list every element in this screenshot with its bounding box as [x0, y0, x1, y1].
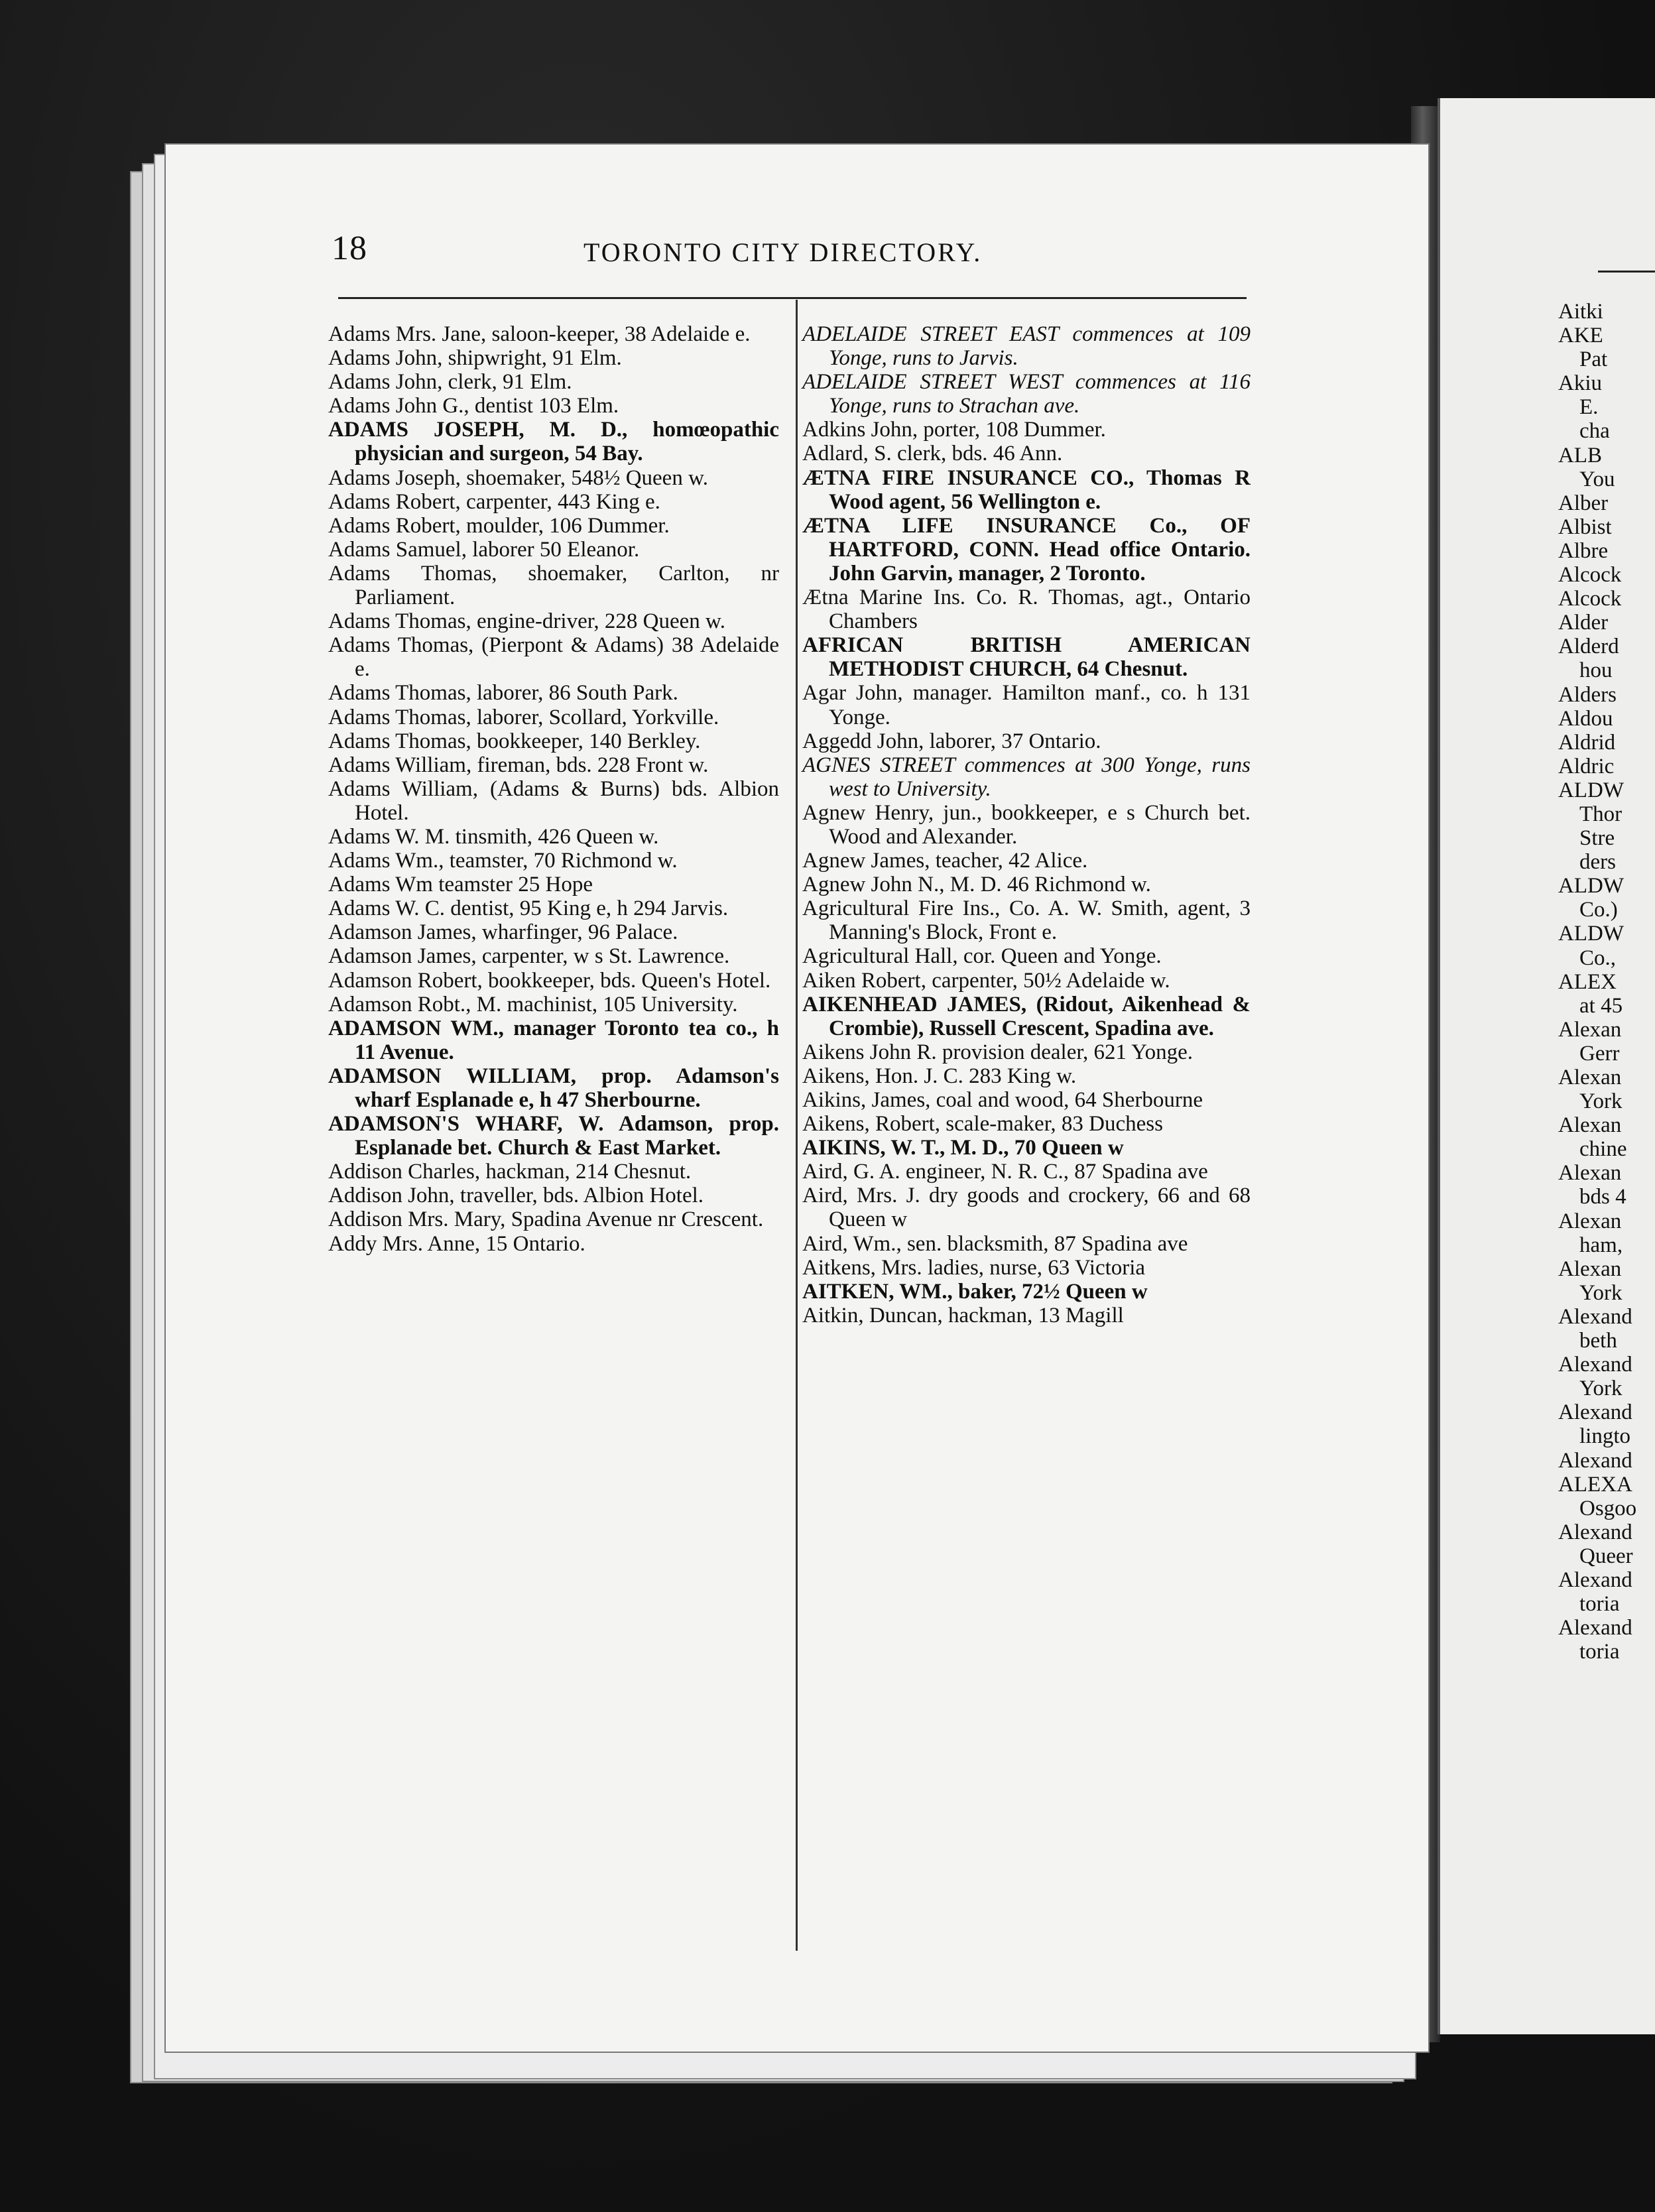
- directory-entry: Adamson James, wharfinger, 96 Palace.: [328, 920, 678, 945]
- directory-entry: Adams John, shipwright, 91 Elm.: [328, 346, 622, 371]
- directory-entry: Aikens, Hon. J. C. 283 King w.: [802, 1064, 1077, 1088]
- facing-page-fragment: York: [1579, 1280, 1623, 1305]
- facing-page-fragment: Alderd: [1558, 635, 1619, 659]
- directory-entry: Adams Thomas, (Pierpont & Adams) 38 Adelaide e.: [328, 633, 779, 682]
- facing-page-fragment: Thor: [1579, 802, 1623, 826]
- directory-entry: ÆTNA LIFE INSURANCE Co., OF HARTFORD, CONN. Head office Ontario. John Garvin, manager, 2 Toronto.: [802, 513, 1251, 585]
- directory-entry: Aitkens, Mrs. ladies, nurse, 63 Victoria: [802, 1255, 1146, 1280]
- facing-page-fragment: ALDW: [1558, 778, 1624, 802]
- directory-entry: ADAMSON WM., manager Toronto tea co., h 11 Avenue.: [328, 1016, 779, 1064]
- directory-entry: Agnew Henry, jun., bookkeeper, e s Church bet. Wood and Alexander.: [802, 800, 1251, 849]
- directory-entry: Adams Robert, moulder, 106 Dummer.: [328, 513, 670, 538]
- directory-entry: AIKINS, W. T., M. D., 70 Queen w: [802, 1136, 1124, 1160]
- facing-page-fragment: Aldrid: [1558, 730, 1616, 755]
- directory-entry: ADAMSON WILLIAM, prop. Adamson's wharf Esplanade e, h 47 Sherbourne.: [328, 1064, 779, 1112]
- facing-page-fragment: Co.): [1579, 898, 1618, 922]
- facing-page-fragment: Stre: [1579, 826, 1615, 851]
- directory-entry: Adams John, clerk, 91 Elm.: [328, 370, 572, 395]
- facing-page-fragment: Osgoo: [1579, 1496, 1637, 1520]
- directory-entry: Adams Thomas, engine-driver, 228 Queen w.: [328, 609, 725, 634]
- facing-page-fragment: Alber: [1558, 491, 1609, 515]
- directory-entry: ADELAIDE STREET EAST commences at 109 Yonge, runs to Jarvis.: [802, 322, 1251, 371]
- directory-entry: Agricultural Fire Ins., Co. A. W. Smith, agent, 3 Manning's Block, Front e.: [802, 896, 1251, 945]
- facing-page-fragment: E.: [1579, 395, 1599, 420]
- facing-page-fragment: Co.,: [1579, 946, 1617, 970]
- directory-entry: Adkins John, porter, 108 Dummer.: [802, 418, 1106, 442]
- facing-page-fragment: Alcock: [1558, 563, 1622, 587]
- directory-entry: Aird, Mrs. J. dry goods and crockery, 66 and 68 Queen w: [802, 1184, 1251, 1232]
- facing-page-fragment: AKE: [1558, 324, 1603, 348]
- directory-entry: Adams Robert, carpenter, 443 King e.: [328, 489, 660, 514]
- facing-page-fragment: Alexand: [1558, 1616, 1632, 1640]
- directory-entry: AITKEN, WM., baker, 72½ Queen w: [802, 1279, 1148, 1304]
- facing-page-fragment: Pat: [1579, 347, 1608, 372]
- directory-entry: Adamson Robt., M. machinist, 105 University.: [328, 992, 738, 1016]
- directory-entry: Adamson Robert, bookkeeper, bds. Queen's Hotel.: [328, 968, 771, 993]
- facing-page-fragment: ALEX: [1558, 969, 1617, 994]
- facing-page-fragment: Alexand: [1558, 1400, 1632, 1425]
- directory-entry: Addison John, traveller, bds. Albion Hotel.: [328, 1184, 704, 1208]
- facing-page-fragment: ALB: [1558, 443, 1602, 467]
- column-divider: [796, 300, 798, 1951]
- facing-page-fragment: You: [1579, 467, 1615, 491]
- facing-page-fragment: Alexand: [1558, 1520, 1632, 1544]
- facing-page-fragment: Alders: [1558, 682, 1617, 707]
- facing-page-fragment: Alexand: [1558, 1448, 1632, 1473]
- page-header: [332, 229, 1247, 269]
- facing-page-fragment: Alexan: [1558, 1113, 1622, 1138]
- facing-page-fragment: York: [1579, 1377, 1623, 1401]
- directory-entry: Aitkin, Duncan, hackman, 13 Magill: [802, 1303, 1124, 1327]
- directory-entry: Adamson James, carpenter, w s St. Lawrence.: [328, 944, 730, 969]
- directory-entry: ÆTNA FIRE INSURANCE CO., Thomas R Wood agent, 56 Wellington e.: [802, 465, 1251, 514]
- directory-entry: Adams Mrs. Jane, saloon-keeper, 38 Adelaide e.: [328, 322, 751, 346]
- facing-page-fragment: ders: [1579, 850, 1616, 875]
- facing-page-fragment: Alexan: [1558, 1257, 1622, 1281]
- directory-entry: Adams William, (Adams & Burns) bds. Albion Hotel.: [328, 776, 779, 825]
- facing-page-fragment: bds 4: [1579, 1185, 1626, 1209]
- facing-page-fragment: Alexand: [1558, 1353, 1632, 1377]
- facing-page-fragment: Queer: [1579, 1544, 1633, 1568]
- directory-entry: AIKENHEAD JAMES, (Ridout, Aikenhead & Crombie), Russell Crescent, Spadina ave.: [802, 992, 1251, 1040]
- facing-page-fragment: toria: [1579, 1640, 1620, 1664]
- facing-page-fragment: ALDW: [1558, 922, 1624, 946]
- facing-page-fragment: Alexand: [1558, 1567, 1632, 1592]
- facing-page-fragment: beth: [1579, 1329, 1617, 1353]
- directory-entry: Aird, G. A. engineer, N. R. C., 87 Spadina ave: [802, 1160, 1208, 1184]
- directory-entry: Adams Samuel, laborer 50 Eleanor.: [328, 537, 640, 562]
- facing-page-fragment: at 45: [1579, 993, 1623, 1018]
- facing-page-fragment: Alexan: [1558, 1161, 1622, 1186]
- directory-entry: Aiken Robert, carpenter, 50½ Adelaide w.: [802, 968, 1170, 993]
- facing-page-fragment: cha: [1579, 419, 1610, 444]
- directory-entry: Addison Charles, hackman, 214 Chesnut.: [328, 1160, 692, 1184]
- facing-page-fragment: Aldric: [1558, 754, 1615, 778]
- facing-page-fragment: Alexan: [1558, 1066, 1622, 1089]
- middle-column: [802, 322, 1251, 1327]
- facing-page-fragment: Aitki: [1558, 300, 1603, 324]
- directory-entry: Adams Wm., teamster, 70 Richmond w.: [328, 849, 678, 873]
- facing-page-fragment: Gerr: [1579, 1041, 1620, 1066]
- directory-entry: Adams Thomas, laborer, Scollard, Yorkville.: [328, 705, 719, 729]
- facing-page-fragment: Alcock: [1558, 587, 1622, 611]
- left-column: [328, 322, 779, 1256]
- directory-entry: Adams Thomas, laborer, 86 South Park.: [328, 681, 678, 706]
- facing-page-fragment: lingto: [1579, 1424, 1631, 1449]
- directory-entry: Aikens, Robert, scale-maker, 83 Duchess: [802, 1112, 1163, 1137]
- facing-page-fragment: Aldou: [1558, 706, 1613, 731]
- directory-entry: Ætna Marine Ins. Co. R. Thomas, agt., Ontario Chambers: [802, 585, 1251, 634]
- facing-page-fragment: ham,: [1579, 1233, 1623, 1257]
- directory-entry: Aggedd John, laborer, 37 Ontario.: [802, 729, 1101, 753]
- facing-page-fragment: chine: [1579, 1137, 1627, 1162]
- header-rule: [338, 297, 1247, 299]
- facing-page-fragment: ALEXA: [1558, 1472, 1632, 1497]
- page-title: TORONTO CITY DIRECTORY.: [583, 237, 983, 267]
- facing-page-fragment: hou: [1579, 658, 1613, 683]
- directory-entry: Addison Mrs. Mary, Spadina Avenue nr Crescent.: [328, 1207, 764, 1232]
- directory-entry: Addy Mrs. Anne, 15 Ontario.: [328, 1231, 585, 1256]
- directory-entry: Adams Wm teamster 25 Hope: [328, 873, 593, 897]
- facing-page-fragment: Alexand: [1558, 1304, 1632, 1329]
- directory-entry: ADAMS JOSEPH, M. D., homœopathic physician and surgeon, 54 Bay.: [328, 418, 779, 466]
- facing-page-fragment: Albre: [1558, 538, 1609, 563]
- directory-entry: AFRICAN BRITISH AMERICAN METHODIST CHURCH, 64 Chesnut.: [802, 633, 1251, 682]
- facing-page-column: [1558, 300, 1655, 1664]
- facing-page-fragment: ALDW: [1558, 874, 1624, 898]
- directory-entry: Adlard, S. clerk, bds. 46 Ann.: [802, 442, 1063, 466]
- directory-entry: Agricultural Hall, cor. Queen and Yonge.: [802, 944, 1162, 969]
- directory-entry: Adams W. C. dentist, 95 King e, h 294 Jarvis.: [328, 896, 729, 921]
- directory-entry: Agnew John N., M. D. 46 Richmond w.: [802, 873, 1151, 897]
- directory-entry: Adams William, fireman, bds. 228 Front w.: [328, 753, 709, 777]
- facing-page-fragment: York: [1579, 1089, 1623, 1114]
- directory-entry: Aikins, James, coal and wood, 64 Sherbourne: [802, 1088, 1203, 1112]
- facing-page-fragment: Alexan: [1558, 1017, 1622, 1042]
- directory-entry: Adams Joseph, shoemaker, 548½ Queen w.: [328, 465, 709, 490]
- facing-page-fragment: Alexan: [1558, 1209, 1622, 1233]
- directory-entry: ADAMSON'S WHARF, W. Adamson, prop. Esplanade bet. Church & East Market.: [328, 1112, 779, 1160]
- directory-entry: Agnew James, teacher, 42 Alice.: [802, 849, 1088, 873]
- facing-page-fragment: toria: [1579, 1592, 1620, 1617]
- directory-entry: AGNES STREET commences at 300 Yonge, runs west to University.: [802, 753, 1251, 801]
- directory-entry: Agar John, manager. Hamilton manf., co. h 131 Yonge.: [802, 681, 1251, 729]
- directory-entry: Aird, Wm., sen. blacksmith, 87 Spadina ave: [802, 1231, 1188, 1256]
- directory-entry: ADELAIDE STREET WEST commences at 116 Yonge, runs to Strachan ave.: [802, 370, 1251, 418]
- facing-page-fragment: Albist: [1558, 515, 1612, 539]
- facing-page-fragment: Alder: [1558, 611, 1609, 635]
- directory-entry: Adams John G., dentist 103 Elm.: [328, 394, 619, 418]
- directory-entry: Adams W. M. tinsmith, 426 Queen w.: [328, 824, 659, 849]
- page-number: 18: [332, 229, 367, 267]
- directory-entry: Adams Thomas, shoemaker, Carlton, nr Parliament.: [328, 561, 779, 610]
- facing-page-rule: [1598, 271, 1655, 273]
- directory-entry: Adams Thomas, bookkeeper, 140 Berkley.: [328, 729, 701, 753]
- facing-page-fragment: Akiu: [1558, 371, 1602, 396]
- directory-entry: Aikens John R. provision dealer, 621 Yonge.: [802, 1040, 1193, 1064]
